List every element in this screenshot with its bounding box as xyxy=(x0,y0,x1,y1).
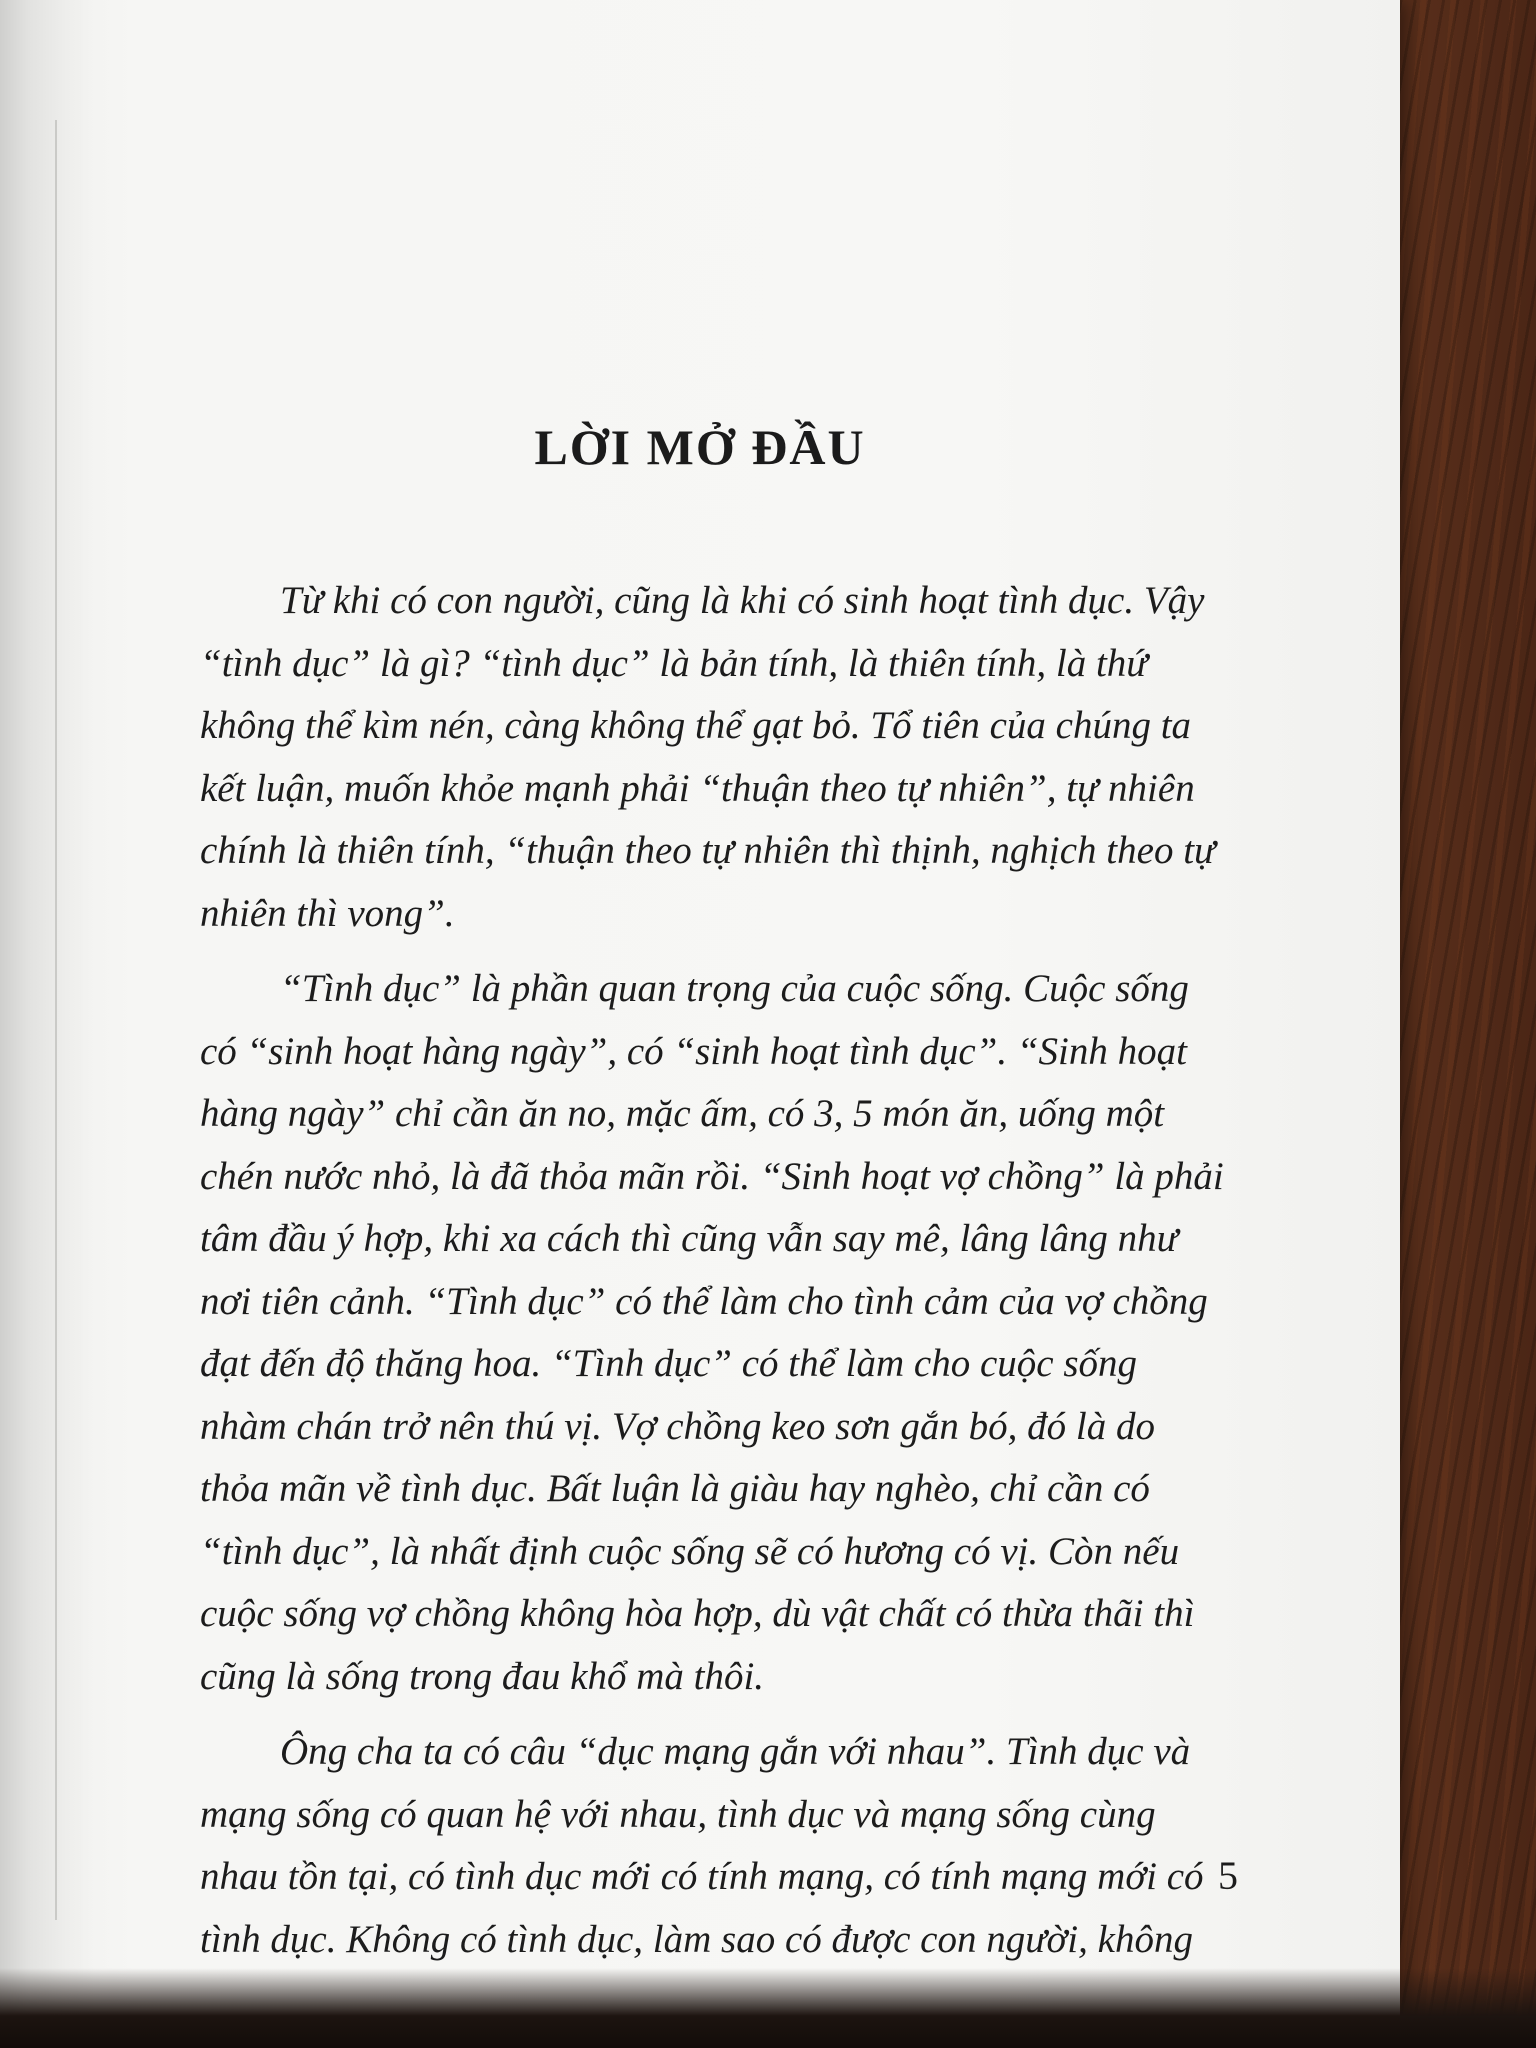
text-line: Từ khi có con người, cũng là khi có sinh hoạt tình dục. Vậy xyxy=(280,579,1205,622)
paragraph-3 xyxy=(200,1721,1270,1971)
text-line: cũng là sống trong đau khổ mà thôi. xyxy=(200,1654,765,1698)
paragraph-1 xyxy=(200,570,1270,945)
text-line: “Tình dục” là phần quan trọng của cuộc sống. Cuộc sống xyxy=(280,967,1189,1010)
text-line: “tình dục”, là nhất định cuộc sống sẽ có hương có vị. Còn nếu xyxy=(200,1529,1180,1573)
chapter-title: LỜI MỞ ĐẦU xyxy=(534,419,866,475)
binding-fold xyxy=(55,120,57,1920)
text-line: mạng sống có quan hệ với nhau, tình dục và mạng sống cùng xyxy=(200,1792,1156,1836)
text-line: thỏa mãn về tình dục. Bất luận là giàu hay nghèo, chỉ cần có xyxy=(200,1467,1150,1510)
text-line: tình dục. Không có tình dục, làm sao có được con người, không xyxy=(200,1917,1193,1961)
text-line: “tình dục” là gì? “tình dục” là bản tính, là thiên tính, là thứ xyxy=(200,641,1148,685)
text-line: không thể kìm nén, càng không thể gạt bỏ. Tổ tiên của chúng ta xyxy=(200,704,1192,747)
text-line: Ông cha ta có câu “dục mạng gắn với nhau”. Tình dục và xyxy=(280,1730,1191,1773)
text-line: nhau tồn tại, có tình dục mới có tính mạng, có tính mạng mới có xyxy=(200,1855,1204,1898)
text-line: nhàm chán trở nên thú vị. Vợ chồng keo sơn gắn bó, đó là do xyxy=(200,1404,1155,1448)
page-gutter-shadow xyxy=(0,0,95,2030)
body-text xyxy=(200,570,1270,1971)
page-number: 5 xyxy=(1218,1853,1238,1898)
text-line: kết luận, muốn khỏe mạnh phải “thuận theo tự nhiên”, tự nhiên xyxy=(200,766,1195,810)
text-line: chén nước nhỏ, là đã thỏa mãn rồi. “Sinh hoạt vợ chồng” là phải xyxy=(200,1154,1224,1198)
text-line: đạt đến độ thăng hoa. “Tình dục” có thể làm cho cuộc sống xyxy=(200,1342,1138,1385)
text-line: có “sinh hoạt hàng ngày”, có “sinh hoạt tình dục”. “Sinh hoạt xyxy=(200,1029,1187,1073)
text-line: nơi tiên cảnh. “Tình dục” có thể làm cho tình cảm của vợ chồng xyxy=(200,1279,1208,1323)
text-line: tâm đầu ý hợp, khi xa cách thì cũng vẫn say mê, lâng lâng như xyxy=(200,1217,1178,1260)
text-line: hàng ngày” chỉ cần ăn no, mặc ấm, có 3, 5 món ăn, uống một xyxy=(200,1092,1165,1135)
text-line: nhiên thì vong”. xyxy=(200,891,455,935)
text-line: chính là thiên tính, “thuận theo tự nhiên thì thịnh, nghịch theo tự xyxy=(200,829,1216,872)
paragraph-2 xyxy=(200,958,1270,1708)
bottom-shadow xyxy=(0,1968,1536,2048)
text-line: cuộc sống vợ chồng không hòa hợp, dù vật chất có thừa thãi thì xyxy=(200,1592,1195,1635)
